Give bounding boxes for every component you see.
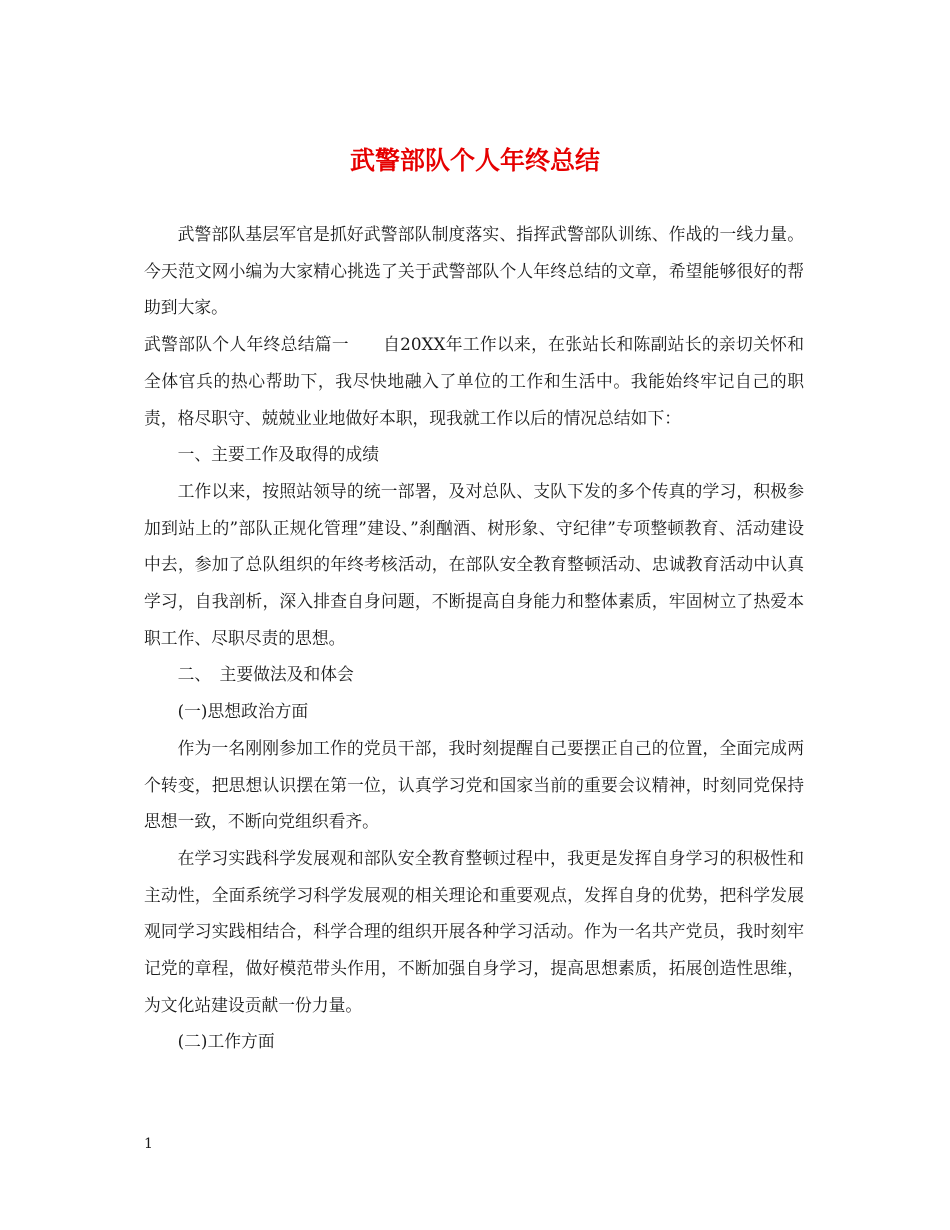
- document-title: 武警部队个人年终总结: [349, 146, 600, 175]
- page-number: 1: [144, 1136, 153, 1152]
- subheading-work: (二)工作方面: [177, 1031, 275, 1052]
- section-heading-main-work: 一、主要工作及取得的成绩: [177, 444, 379, 465]
- political-thought-paragraph-1: 作为一名刚刚参加工作的党员干部，我时刻提醒自己要摆正自己的位置，全面完成两个转变，把思想认识摆在第一位，认真学习党和国家当前的重要会议精神，时刻同党保持思想一致，不断向党组织看齐。: [144, 737, 804, 832]
- article-one-opening-paragraph: 武警部队个人年终总结篇一 自20XX年工作以来，在张站长和陈副站长的亲切关怀和全体官兵的热心帮助下，我尽快地融入了单位的工作和生活中。我能始终牢记自己的职责，格尽职守、兢兢业业地做好本职，现我就工作以后的情况总结如下：: [144, 334, 804, 428]
- document-body: [144, 216, 804, 1060]
- political-thought-paragraph-2: 在学习实践科学发展观和部队安全教育整顿过程中，我更是发挥自身学习的积极性和主动性，全面系统学习科学发展观的相关理论和重要观点，发挥自身的优势，把科学发展观同学习实践相结合，科学合理的组织开展各种学习活动。作为一名共产党员，我时刻牢记党的章程，做好模范带头作用，不断加强自身学习，提高思想素质，拓展创造性思维，为文化站建设贡献一份力量。: [144, 847, 804, 1015]
- main-work-paragraph: 工作以来，按照站领导的统一部署，及对总队、支队下发的多个传真的学习，积极参加到站上的”部队正规化管理”建设、”刹酗酒、树形象、守纪律”专项整顿教育、活动建设中去，参加了总队组织的年终考核活动，在部队安全教育整顿活动、忠诚教育活动中认真学习，自我剖析，深入排查自身问题，不断提高自身能力和整体素质，牢固树立了热爱本职工作、尽职尽责的思想。: [144, 480, 804, 648]
- intro-paragraph: 武警部队基层军官是抓好武警部队制度落实、指挥武警部队训练、作战的一线力量。今天范文网小编为大家精心挑选了关于武警部队个人年终总结的文章，希望能够很好的帮助到大家。: [144, 224, 804, 318]
- section-heading-methods: 二、 主要做法及和体会: [177, 664, 354, 685]
- subheading-political-thought: (一)思想政治方面: [177, 701, 309, 722]
